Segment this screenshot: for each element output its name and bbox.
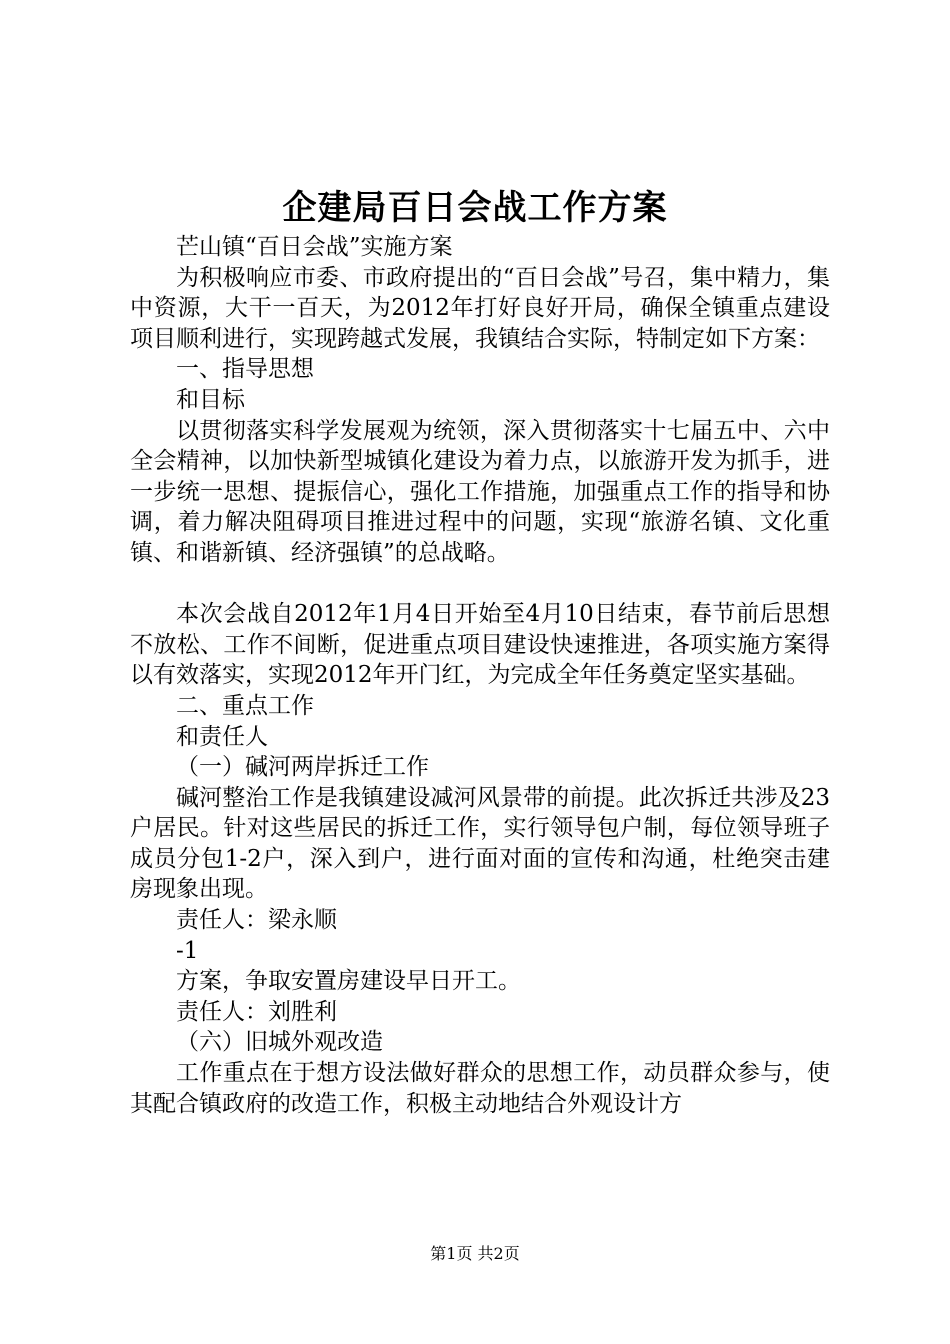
- text-line: -1: [176, 937, 199, 964]
- section-heading-continued: 和责任人: [176, 723, 268, 750]
- section-heading-continued: 和目标: [176, 386, 245, 413]
- paragraph: 本次会战自2012年1月4日开始至4月10日结束，春节前后思想不放松、工作不间断，促进重点项目建设快速推进，各项实施方案得以有效落实，实现2012年开门红，为完成全年任务奠定坚实基础。: [130, 601, 830, 689]
- paragraph: 为积极响应市委、市政府提出的“百日会战”号召，集中精力，集中资源，大干一百天，为2012年打好良好开局，确保全镇重点建设项目顺利进行，实现跨越式发展，我镇结合实际，特制定如下方案：: [130, 264, 830, 352]
- blank-line: [130, 569, 830, 600]
- document-body: [130, 232, 830, 1119]
- paragraph: 工作重点在于想方设法做好群众的思想工作，动员群众参与，使其配合镇政府的改造工作，积极主动地结合外观设计方: [130, 1060, 830, 1117]
- section-heading: 一、指导思想: [176, 356, 314, 383]
- text-line: 方案，争取安置房建设早日开工。: [176, 968, 521, 995]
- responsible-person: 责任人：刘胜利: [176, 998, 337, 1025]
- paragraph: 以贯彻落实科学发展观为统领，深入贯彻落实十七届五中、六中全会精神，以加快新型城镇化建设为着力点，以旅游开发为抓手，进一步统一思想、提振信心，强化工作措施，加强重点工作的指导和协调，着力解决阻碍项目推进过程中的问题，实现“旅游名镇、文化重镇、和谐新镇、经济强镇”的总战略。: [130, 417, 830, 566]
- page-footer: 第1页 共2页: [430, 1244, 520, 1263]
- text-line: 芒山镇“百日会战”实施方案: [176, 234, 453, 260]
- page-title: 企建局百日会战工作方案: [282, 188, 668, 228]
- paragraph: 碱河整治工作是我镇建设减河风景带的前提。此次拆迁共涉及23户居民。针对这些居民的拆迁工作，实行领导包户制，每位领导班子成员分包1-2户，深入到户，进行面对面的宣传和沟通，杜绝突击建房现象出现。: [130, 784, 830, 903]
- subsection-heading: （一）碱河两岸拆迁工作: [176, 754, 429, 781]
- section-heading: 二、重点工作: [176, 692, 314, 719]
- subsection-heading: （六）旧城外观改造: [176, 1029, 383, 1056]
- responsible-person: 责任人：梁永顺: [176, 907, 337, 934]
